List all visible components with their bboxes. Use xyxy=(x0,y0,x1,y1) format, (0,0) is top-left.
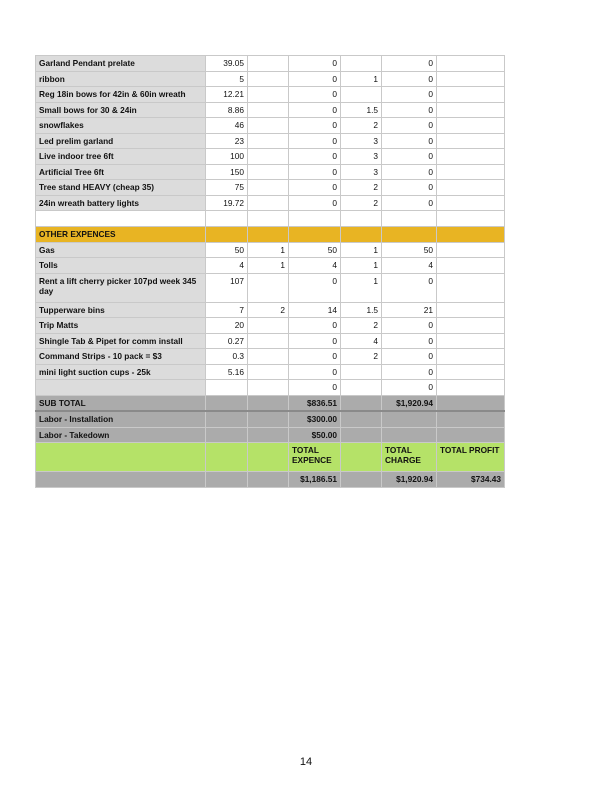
cell-c2 xyxy=(248,149,289,165)
cell-c6 xyxy=(437,333,505,349)
cell-c6 xyxy=(437,195,505,211)
total-expense-value: $1,186.51 xyxy=(289,472,341,488)
cell-c3: 0 xyxy=(289,133,341,149)
total-profit-header: TOTAL PROFIT xyxy=(437,443,505,472)
cell-c5: 0 xyxy=(382,180,437,196)
cell-c3: 0 xyxy=(289,333,341,349)
cell-c2 xyxy=(248,87,289,103)
cell-c2: 1 xyxy=(248,258,289,274)
cell-c4: 3 xyxy=(341,133,382,149)
cell-c3: 0 xyxy=(289,380,341,396)
cell-c6 xyxy=(437,118,505,134)
cell-c5: 21 xyxy=(382,302,437,318)
cell-c6 xyxy=(437,180,505,196)
cell-c3: 0 xyxy=(289,349,341,365)
cell-c3: 0 xyxy=(289,71,341,87)
cell-c1: 5 xyxy=(206,71,248,87)
labor-takedown-label: Labor - Takedown xyxy=(36,427,206,443)
cell-c4: 2 xyxy=(341,195,382,211)
table-row xyxy=(36,102,505,118)
labor-takedown-row xyxy=(36,427,505,443)
cell-c3: 0 xyxy=(289,364,341,380)
totals-row xyxy=(36,472,505,488)
section-header-row xyxy=(36,226,505,242)
cell-c4: 2 xyxy=(341,180,382,196)
row-label: Led prelim garland xyxy=(36,133,206,149)
cell-c1: 7 xyxy=(206,302,248,318)
cell-c4 xyxy=(341,56,382,72)
cell-c6 xyxy=(437,102,505,118)
subtotal-label: SUB TOTAL xyxy=(36,395,206,411)
subtotal-expense: $836.51 xyxy=(289,395,341,411)
cell-c5: 0 xyxy=(382,133,437,149)
cell-c3: 0 xyxy=(289,102,341,118)
row-label: snowflakes xyxy=(36,118,206,134)
row-label: Trip Matts xyxy=(36,318,206,334)
cell-c4: 2 xyxy=(341,349,382,365)
table-row xyxy=(36,318,505,334)
cell-c6 xyxy=(437,302,505,318)
cell-c3: 0 xyxy=(289,56,341,72)
section-title: OTHER EXPENCES xyxy=(36,226,206,242)
row-label: Tolls xyxy=(36,258,206,274)
cell-c1: 75 xyxy=(206,180,248,196)
cell-c3: 0 xyxy=(289,318,341,334)
row-label: Gas xyxy=(36,242,206,258)
table-row xyxy=(36,258,505,274)
row-label: Command Strips - 10 pack = $3 xyxy=(36,349,206,365)
labor-install-label: Labor - Installation xyxy=(36,411,206,427)
cell-c1: 50 xyxy=(206,242,248,258)
cell-c2 xyxy=(248,380,289,396)
cell-c3: 50 xyxy=(289,242,341,258)
page-number: 14 xyxy=(299,756,313,768)
row-label: Rent a lift cherry picker 107pd week 345 day xyxy=(36,273,206,302)
cell-c2 xyxy=(248,102,289,118)
cell-c1: 107 xyxy=(206,273,248,302)
cell-c3: 0 xyxy=(289,180,341,196)
table-row xyxy=(36,333,505,349)
cell-c3: 0 xyxy=(289,164,341,180)
table-row xyxy=(36,242,505,258)
items-section xyxy=(36,56,505,211)
cell-c1: 100 xyxy=(206,149,248,165)
cell-c6 xyxy=(437,56,505,72)
subtotal-charge: $1,920.94 xyxy=(382,395,437,411)
totals-header-row xyxy=(36,443,505,472)
cell-c2: 1 xyxy=(248,242,289,258)
cell-c6 xyxy=(437,318,505,334)
cell-c5: 0 xyxy=(382,56,437,72)
cell-c1: 8.86 xyxy=(206,102,248,118)
cell-c4 xyxy=(341,380,382,396)
expense-sheet xyxy=(35,55,505,488)
cell-c1: 0.27 xyxy=(206,333,248,349)
row-label: Tree stand HEAVY (cheap 35) xyxy=(36,180,206,196)
row-label: Tupperware bins xyxy=(36,302,206,318)
cell-c6 xyxy=(437,349,505,365)
row-label: mini light suction cups - 25k xyxy=(36,364,206,380)
blank-row xyxy=(36,211,505,227)
cell-c2 xyxy=(248,180,289,196)
row-label: ribbon xyxy=(36,71,206,87)
table-row xyxy=(36,118,505,134)
cell-c5: 0 xyxy=(382,364,437,380)
cell-c3: 14 xyxy=(289,302,341,318)
subtotal-row xyxy=(36,395,505,411)
cell-c4: 1.5 xyxy=(341,302,382,318)
row-label xyxy=(36,380,206,396)
table-row xyxy=(36,273,505,302)
cell-c2 xyxy=(248,318,289,334)
cell-c5: 0 xyxy=(382,333,437,349)
cell-c5: 0 xyxy=(382,102,437,118)
cell-c6 xyxy=(437,133,505,149)
cell-c1: 20 xyxy=(206,318,248,334)
total-profit-value: $734.43 xyxy=(437,472,505,488)
cell-c1: 39.05 xyxy=(206,56,248,72)
cell-c6 xyxy=(437,364,505,380)
cell-c5: 0 xyxy=(382,318,437,334)
cell-c6 xyxy=(437,380,505,396)
cell-c2 xyxy=(248,71,289,87)
cell-c5: 0 xyxy=(382,149,437,165)
row-label: Garland Pendant prelate xyxy=(36,56,206,72)
cell-c2 xyxy=(248,273,289,302)
table-row xyxy=(36,349,505,365)
row-label: Reg 18in bows for 42in & 60in wreath xyxy=(36,87,206,103)
total-expense-header: TOTAL EXPENCE xyxy=(289,443,341,472)
cell-c3: 4 xyxy=(289,258,341,274)
table-row xyxy=(36,149,505,165)
cell-c5: 0 xyxy=(382,164,437,180)
table-row xyxy=(36,56,505,72)
cell-c4: 3 xyxy=(341,149,382,165)
cell-c5: 0 xyxy=(382,71,437,87)
row-label: 24in wreath battery lights xyxy=(36,195,206,211)
row-label: Shingle Tab & Pipet for comm install xyxy=(36,333,206,349)
cell-c1: 46 xyxy=(206,118,248,134)
row-label: Artificial Tree 6ft xyxy=(36,164,206,180)
cell-c5: 0 xyxy=(382,118,437,134)
cell-c3: 0 xyxy=(289,195,341,211)
cell-c3: 0 xyxy=(289,273,341,302)
cell-c5: 0 xyxy=(382,380,437,396)
table-row xyxy=(36,71,505,87)
cell-c6 xyxy=(437,71,505,87)
cell-c1: 19.72 xyxy=(206,195,248,211)
cell-c4: 3 xyxy=(341,164,382,180)
other-expenses-section xyxy=(36,242,505,395)
cell-c1: 4 xyxy=(206,258,248,274)
cell-c4: 1 xyxy=(341,71,382,87)
cell-c5: 4 xyxy=(382,258,437,274)
cell-c4: 2 xyxy=(341,118,382,134)
cell-c2 xyxy=(248,56,289,72)
table-row xyxy=(36,380,505,396)
cell-c5: 0 xyxy=(382,273,437,302)
cell-c4: 1 xyxy=(341,273,382,302)
table-row xyxy=(36,87,505,103)
cell-c2 xyxy=(248,349,289,365)
cell-c6 xyxy=(437,273,505,302)
cell-c2 xyxy=(248,133,289,149)
labor-takedown-expense: $50.00 xyxy=(289,427,341,443)
cell-c2 xyxy=(248,164,289,180)
cell-c2 xyxy=(248,195,289,211)
cell-c2: 2 xyxy=(248,302,289,318)
cell-c2 xyxy=(248,364,289,380)
summary-section xyxy=(36,395,505,487)
cell-c6 xyxy=(437,164,505,180)
cell-c2 xyxy=(248,118,289,134)
cell-c4: 4 xyxy=(341,333,382,349)
cell-c6 xyxy=(437,87,505,103)
cell-c4: 1.5 xyxy=(341,102,382,118)
cell-c4 xyxy=(341,87,382,103)
cell-c4: 1 xyxy=(341,258,382,274)
cell-c1 xyxy=(206,380,248,396)
cell-c1: 23 xyxy=(206,133,248,149)
cell-c3: 0 xyxy=(289,87,341,103)
cell-c6 xyxy=(437,149,505,165)
cell-c3: 0 xyxy=(289,118,341,134)
cell-c6 xyxy=(437,258,505,274)
total-charge-value: $1,920.94 xyxy=(382,472,437,488)
table-row xyxy=(36,364,505,380)
cell-c4: 1 xyxy=(341,242,382,258)
cell-c1: 5.16 xyxy=(206,364,248,380)
table-row xyxy=(36,302,505,318)
table-row xyxy=(36,195,505,211)
table-row xyxy=(36,133,505,149)
cell-c5: 0 xyxy=(382,87,437,103)
labor-install-expense: $300.00 xyxy=(289,411,341,427)
cell-c1: 12.21 xyxy=(206,87,248,103)
cell-c3: 0 xyxy=(289,149,341,165)
cell-c5: 0 xyxy=(382,349,437,365)
cell-c4: 2 xyxy=(341,318,382,334)
cell-c5: 50 xyxy=(382,242,437,258)
labor-install-row xyxy=(36,411,505,427)
cell-c6 xyxy=(437,242,505,258)
blank-section xyxy=(36,211,505,243)
table-row xyxy=(36,164,505,180)
cell-c1: 150 xyxy=(206,164,248,180)
cell-c4 xyxy=(341,364,382,380)
total-charge-header: TOTAL CHARGE xyxy=(382,443,437,472)
table-row xyxy=(36,180,505,196)
cell-c2 xyxy=(248,333,289,349)
row-label: Live indoor tree 6ft xyxy=(36,149,206,165)
cell-c5: 0 xyxy=(382,195,437,211)
cell-c1: 0.3 xyxy=(206,349,248,365)
row-label: Small bows for 30 & 24in xyxy=(36,102,206,118)
